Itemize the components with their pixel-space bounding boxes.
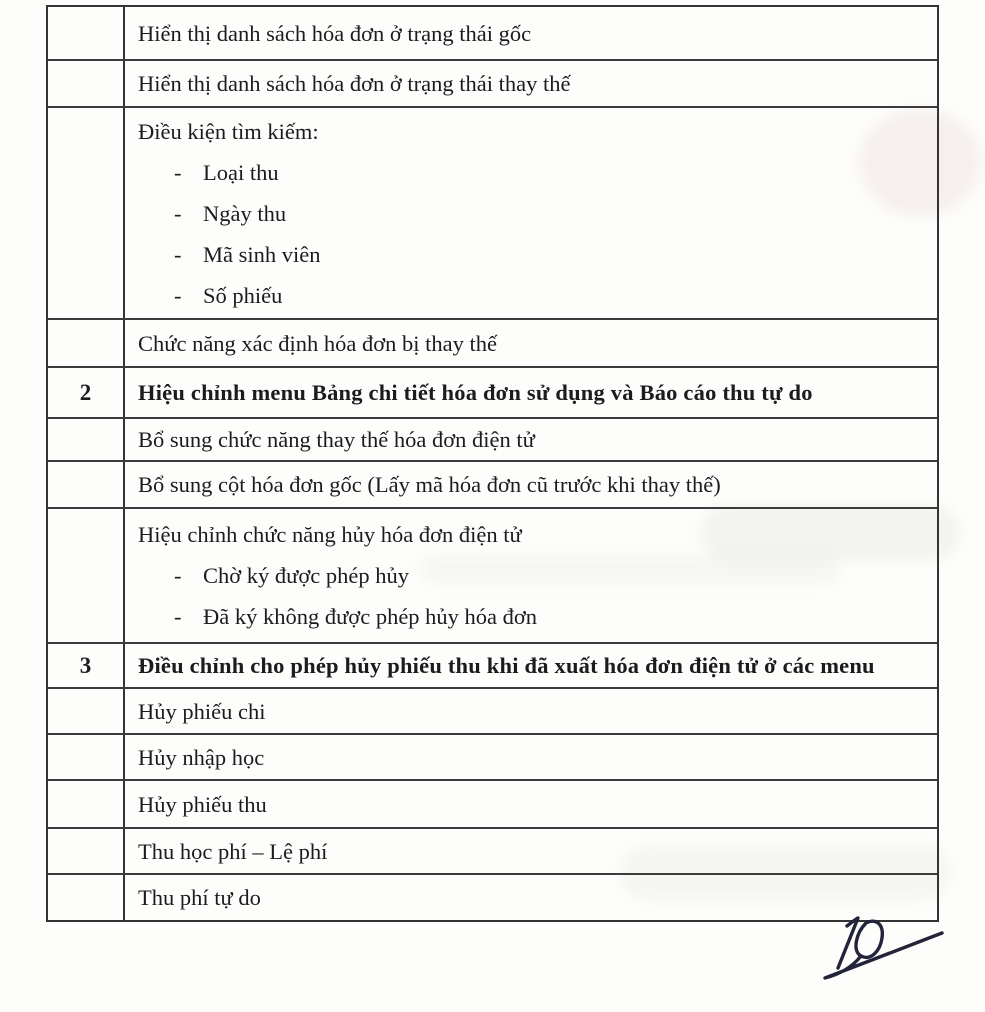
row-text: Hiệu chỉnh menu Bảng chi tiết hóa đơn sử dụng và Báo cáo thu tự do bbox=[138, 380, 813, 405]
table-row bbox=[48, 368, 937, 419]
row-content-cell bbox=[125, 368, 937, 417]
bullet-dash: - bbox=[174, 282, 182, 308]
bullet-text: Đã ký không được phép hủy hóa đơn bbox=[203, 604, 538, 629]
bullet-item bbox=[138, 152, 929, 193]
table-row bbox=[48, 829, 937, 875]
bullet-item bbox=[138, 234, 929, 275]
row-content-cell bbox=[125, 509, 937, 642]
table-row bbox=[48, 462, 937, 509]
table-row bbox=[48, 509, 937, 644]
row-content-cell bbox=[125, 781, 937, 827]
row-content-cell bbox=[125, 7, 937, 59]
bullet-item bbox=[138, 193, 929, 234]
row-text: Thu phí tự do bbox=[138, 885, 261, 910]
table-row bbox=[48, 108, 937, 320]
handwritten-underline-flourish bbox=[825, 933, 942, 978]
row-number-cell bbox=[48, 419, 125, 460]
bullet-dash: - bbox=[174, 159, 182, 185]
row-number-cell: 3 bbox=[48, 644, 125, 687]
feature-change-table bbox=[46, 5, 939, 922]
bullet-dash: - bbox=[174, 563, 182, 588]
row-number-cell bbox=[48, 509, 125, 642]
row-content-cell bbox=[125, 61, 937, 106]
row-number-cell bbox=[48, 781, 125, 827]
table-row bbox=[48, 419, 937, 462]
bullet-text: Ngày thu bbox=[203, 200, 287, 226]
row-text: Thu học phí – Lệ phí bbox=[138, 838, 328, 864]
row-content-cell bbox=[125, 462, 937, 507]
table-row bbox=[48, 644, 937, 689]
bullet-item bbox=[138, 596, 929, 637]
row-number-cell bbox=[48, 829, 125, 873]
row-number-cell bbox=[48, 875, 125, 920]
row-text: Điều chỉnh cho phép hủy phiếu thu khi đã xuất hóa đơn điện tử ở các menu bbox=[138, 653, 875, 678]
bullet-dash: - bbox=[174, 604, 182, 629]
bullet-text: Mã sinh viên bbox=[203, 241, 321, 267]
row-content-cell bbox=[125, 829, 937, 873]
table-row bbox=[48, 320, 937, 368]
table-row bbox=[48, 689, 937, 735]
row-text: Chức năng xác định hóa đơn bị thay thế bbox=[138, 330, 498, 356]
row-number-cell bbox=[48, 7, 125, 59]
row-number-cell: 2 bbox=[48, 368, 125, 417]
bullet-dash: - bbox=[174, 200, 182, 226]
row-text: Hiển thị danh sách hóa đơn ở trạng thái gốc bbox=[138, 20, 532, 46]
bullet-text: Số phiếu bbox=[203, 282, 283, 308]
row-text: Bổ sung cột hóa đơn gốc (Lấy mã hóa đơn cũ trước khi thay thế) bbox=[138, 472, 721, 497]
row-text: Bổ sung chức năng thay thế hóa đơn điện tử bbox=[138, 427, 535, 452]
handwritten-digit-one bbox=[838, 918, 858, 968]
row-content-cell bbox=[125, 320, 937, 366]
table-row bbox=[48, 61, 937, 108]
row-text: Hủy nhập học bbox=[138, 744, 265, 770]
table-row bbox=[48, 7, 937, 61]
row-number-cell bbox=[48, 735, 125, 779]
row-content-cell bbox=[125, 644, 937, 687]
row-content-cell bbox=[125, 875, 937, 920]
bullet-item bbox=[138, 555, 929, 596]
row-content-cell bbox=[125, 419, 937, 460]
row-number-cell bbox=[48, 61, 125, 106]
row-text: Hủy phiếu chi bbox=[138, 698, 266, 724]
row-text: Điều kiện tìm kiếm: bbox=[138, 118, 319, 144]
bullet-text: Loại thu bbox=[203, 159, 279, 185]
row-number-cell bbox=[48, 320, 125, 366]
handwritten-digit-zero bbox=[856, 921, 882, 957]
row-number-cell bbox=[48, 462, 125, 507]
table-row bbox=[48, 875, 937, 920]
bullet-item bbox=[138, 275, 929, 316]
table-row bbox=[48, 781, 937, 829]
row-content-cell bbox=[125, 108, 937, 318]
table-row bbox=[48, 735, 937, 781]
bullet-dash: - bbox=[174, 241, 182, 267]
bullet-text: Chờ ký được phép hủy bbox=[203, 563, 409, 588]
row-text: Hiệu chỉnh chức năng hủy hóa đơn điện tử bbox=[138, 522, 522, 547]
row-number-cell bbox=[48, 689, 125, 733]
row-text: Hiển thị danh sách hóa đơn ở trạng thái thay thế bbox=[138, 71, 571, 96]
row-number-cell bbox=[48, 108, 125, 318]
row-content-cell bbox=[125, 689, 937, 733]
row-content-cell bbox=[125, 735, 937, 779]
row-text: Hủy phiếu thu bbox=[138, 791, 267, 817]
